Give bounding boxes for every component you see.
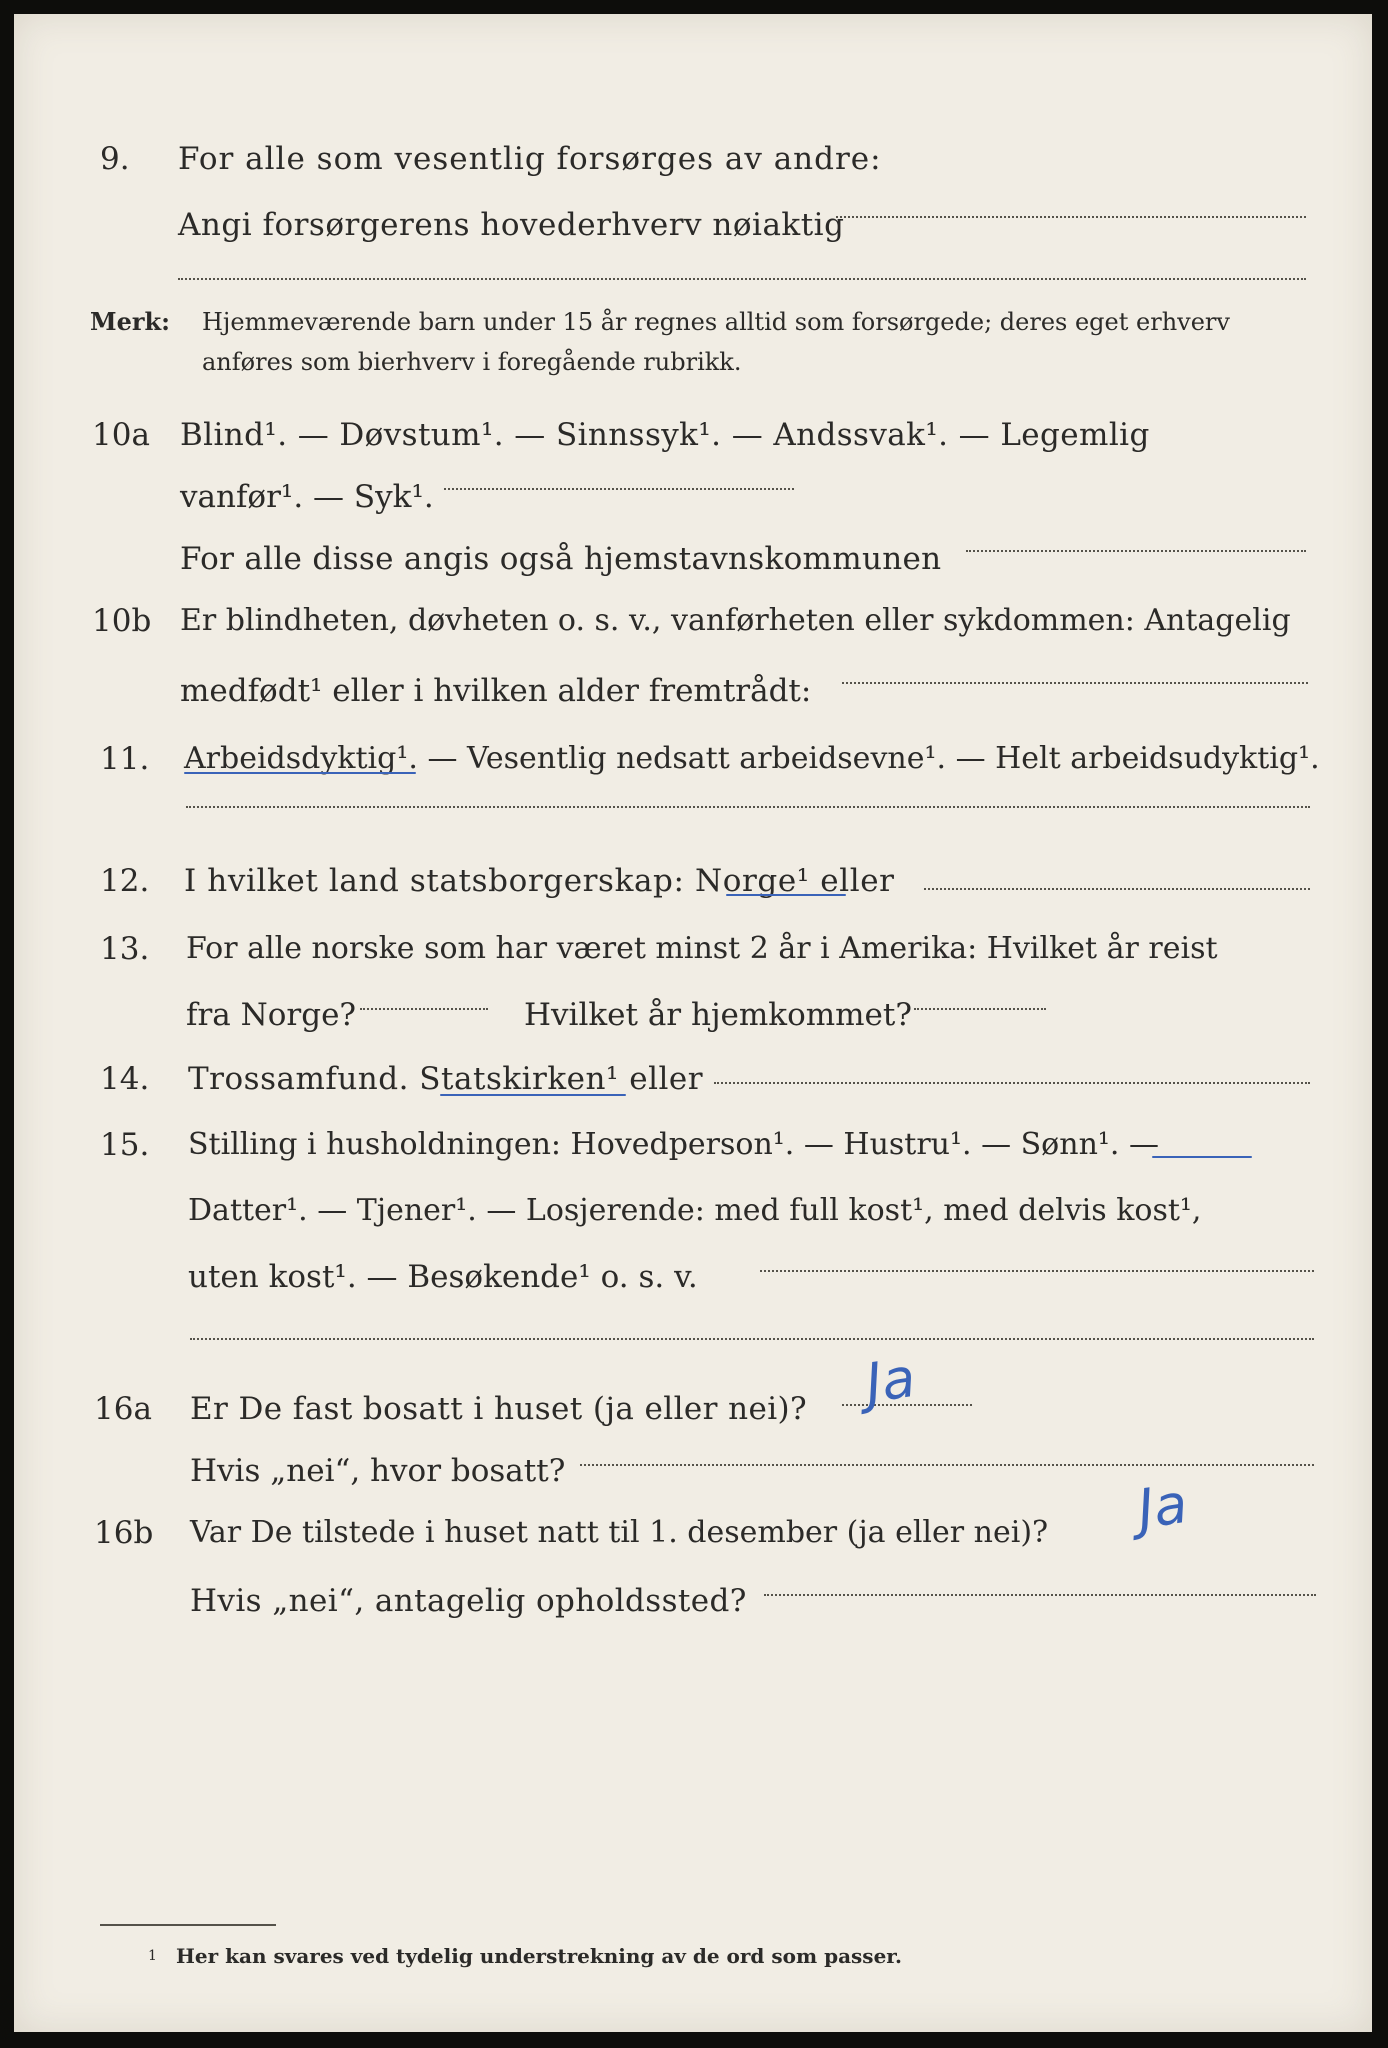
q10a-number: 10a xyxy=(92,417,150,453)
q13-line2b: Hvilket år hjemkommet? xyxy=(524,997,912,1033)
q15-line1: Stilling i husholdningen: Hovedperson¹. — Hustru¹. — Sønn¹. — xyxy=(188,1127,1159,1162)
census-form-page xyxy=(14,14,1372,2032)
q15-answer-line xyxy=(760,1270,1314,1272)
q15-ink-underline xyxy=(1152,1156,1252,1158)
q13-line1: For alle norske som har været minst 2 år i Amerika: Hvilket år reist xyxy=(186,931,1218,966)
q10a-line3: For alle disse angis også hjemstavnskommunen xyxy=(180,541,942,577)
merk-label: Merk: xyxy=(90,307,170,336)
q9-answer-line-2 xyxy=(178,278,1306,280)
q10b-line1: Er blindheten, døvheten o. s. v., vanførheten eller sykdommen: Antagelig xyxy=(180,603,1291,638)
q16a-line1: Er De fast bosatt i huset (ja eller nei)? xyxy=(190,1391,808,1427)
q10b-number: 10b xyxy=(92,603,152,639)
q12-number: 12. xyxy=(100,863,150,899)
q15-line2: Datter¹. — Tjener¹. — Losjerende: med full kost¹, med delvis kost¹, xyxy=(188,1193,1202,1228)
q13-reist-line xyxy=(360,1008,488,1010)
q11-answer-line xyxy=(186,806,1310,808)
q10a-line1: Blind¹. — Døvstum¹. — Sinnssyk¹. — Andssvak¹. — Legemlig xyxy=(180,417,1150,453)
q13-number: 13. xyxy=(100,931,150,967)
q16a-handwritten-answer: Ja xyxy=(861,1345,920,1416)
q11-line1: Arbeidsdyktig¹. — Vesentlig nedsatt arbeidsevne¹. — Helt arbeidsudyktig¹. xyxy=(184,741,1320,776)
q14-ink-underline xyxy=(440,1094,626,1096)
q12-ink-underline xyxy=(726,894,846,896)
footnote-rule xyxy=(100,1924,276,1926)
q9-number: 9. xyxy=(100,141,130,177)
q16b-line2: Hvis „nei“, antagelig opholdssted? xyxy=(190,1583,747,1619)
q11-ink-underline xyxy=(184,772,416,774)
q12-line1: I hvilket land statsborgerskap: Norge¹ eller xyxy=(184,863,895,899)
q14-line1: Trossamfund. Statskirken¹ eller xyxy=(188,1061,704,1097)
q15-answer-line-2 xyxy=(190,1338,1314,1340)
q13-hjemkommet-line xyxy=(914,1008,1046,1010)
q10a-hjemstavn-line xyxy=(966,550,1306,552)
q16a-bosatt-line xyxy=(580,1464,1314,1466)
footnote-text: Her kan svares ved tydelig understrekning av de ord som passer. xyxy=(176,1944,902,1968)
q9-answer-line xyxy=(836,216,1306,218)
q10b-line2: medfødt¹ eller i hvilken alder fremtrådt: xyxy=(180,673,812,709)
q10a-answer-line xyxy=(444,488,794,490)
q16b-handwritten-answer: Ja xyxy=(1133,1471,1192,1542)
q9-line1: For alle som vesentlig forsørges av andre: xyxy=(178,141,882,177)
q15-line3: uten kost¹. — Besøkende¹ o. s. v. xyxy=(188,1259,698,1295)
q15-number: 15. xyxy=(100,1127,150,1163)
q10b-answer-line xyxy=(842,682,1308,684)
q16a-line2: Hvis „nei“, hvor bosatt? xyxy=(190,1453,566,1489)
q14-answer-line xyxy=(714,1082,1310,1084)
q16b-number: 16b xyxy=(94,1515,154,1551)
merk-line1: Hjemmeværende barn under 15 år regnes alltid som forsørgede; deres eget erhverv xyxy=(202,308,1230,336)
q13-line2a: fra Norge? xyxy=(186,997,357,1033)
q12-answer-line xyxy=(924,888,1310,890)
q9-line2: Angi forsørgerens hovederhverv nøiaktig xyxy=(178,207,845,243)
q16a-number: 16a xyxy=(94,1391,152,1427)
q16b-opholdssted-line xyxy=(764,1594,1316,1596)
merk-line2: anføres som bierhverv i foregående rubrikk. xyxy=(202,348,742,376)
q10a-line2: vanfør¹. — Syk¹. xyxy=(180,479,434,515)
footnote-marker: 1 xyxy=(148,1948,157,1964)
q14-number: 14. xyxy=(100,1061,150,1097)
q16b-line1: Var De tilstede i huset natt til 1. desember (ja eller nei)? xyxy=(190,1515,1049,1550)
q11-number: 11. xyxy=(100,741,150,777)
